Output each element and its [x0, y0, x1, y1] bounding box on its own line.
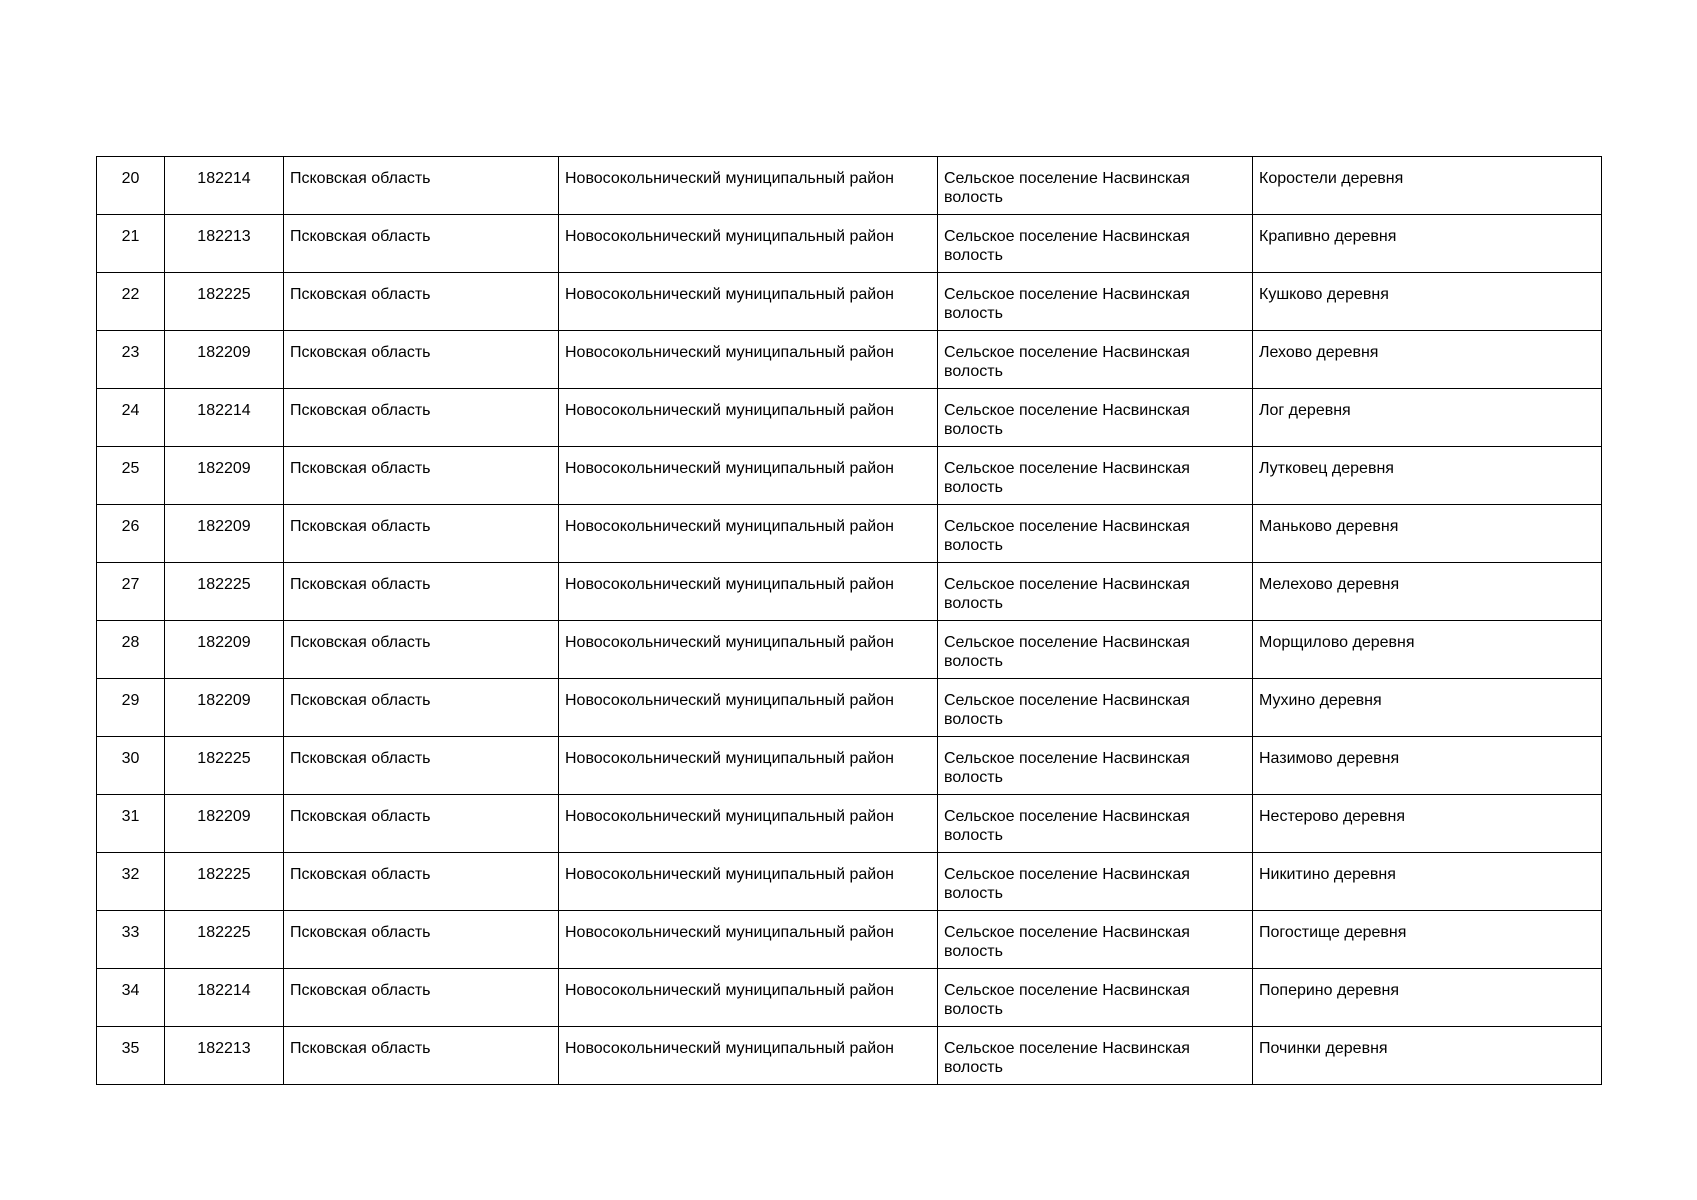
- district-cell: Новосокольнический муниципальный район: [559, 1027, 938, 1085]
- settlement-cell: Сельское поселение Насвинская волость: [938, 447, 1253, 505]
- district-cell: Новосокольнический муниципальный район: [559, 389, 938, 447]
- district-cell: Новосокольнический муниципальный район: [559, 621, 938, 679]
- table-row: [97, 795, 1602, 853]
- postal-code-cell: 182209: [165, 679, 284, 737]
- settlement-cell: Сельское поселение Насвинская волость: [938, 1027, 1253, 1085]
- locality-cell: Коростели деревня: [1253, 157, 1602, 215]
- region-cell: Псковская область: [284, 1027, 559, 1085]
- postal-code-cell: 182225: [165, 853, 284, 911]
- table-row: [97, 505, 1602, 563]
- settlement-cell: Сельское поселение Насвинская волость: [938, 853, 1253, 911]
- settlement-cell: Сельское поселение Насвинская волость: [938, 273, 1253, 331]
- row-number-cell: 30: [97, 737, 165, 795]
- region-cell: Псковская область: [284, 215, 559, 273]
- row-number-cell: 25: [97, 447, 165, 505]
- region-cell: Псковская область: [284, 389, 559, 447]
- settlement-cell: Сельское поселение Насвинская волость: [938, 157, 1253, 215]
- locality-cell: Лехово деревня: [1253, 331, 1602, 389]
- row-number-cell: 22: [97, 273, 165, 331]
- table-row: [97, 331, 1602, 389]
- locality-cell: Поперино деревня: [1253, 969, 1602, 1027]
- row-number-cell: 29: [97, 679, 165, 737]
- settlement-cell: Сельское поселение Насвинская волость: [938, 737, 1253, 795]
- district-cell: Новосокольнический муниципальный район: [559, 563, 938, 621]
- table-row: [97, 969, 1602, 1027]
- region-cell: Псковская область: [284, 273, 559, 331]
- table-row: [97, 563, 1602, 621]
- region-cell: Псковская область: [284, 737, 559, 795]
- locality-cell: Маньково деревня: [1253, 505, 1602, 563]
- district-cell: Новосокольнический муниципальный район: [559, 331, 938, 389]
- locality-cell: Назимово деревня: [1253, 737, 1602, 795]
- postal-code-cell: 182225: [165, 911, 284, 969]
- postal-code-cell: 182225: [165, 737, 284, 795]
- row-number-cell: 33: [97, 911, 165, 969]
- settlement-cell: Сельское поселение Насвинская волость: [938, 911, 1253, 969]
- region-cell: Псковская область: [284, 331, 559, 389]
- row-number-cell: 23: [97, 331, 165, 389]
- locality-cell: Лутковец деревня: [1253, 447, 1602, 505]
- district-cell: Новосокольнический муниципальный район: [559, 273, 938, 331]
- region-cell: Псковская область: [284, 853, 559, 911]
- settlements-table: [96, 156, 1602, 1085]
- region-cell: Псковская область: [284, 447, 559, 505]
- postal-code-cell: 182213: [165, 1027, 284, 1085]
- region-cell: Псковская область: [284, 795, 559, 853]
- locality-cell: Лог деревня: [1253, 389, 1602, 447]
- table-row: [97, 215, 1602, 273]
- table-row: [97, 853, 1602, 911]
- table-row: [97, 389, 1602, 447]
- district-cell: Новосокольнический муниципальный район: [559, 969, 938, 1027]
- postal-code-cell: 182209: [165, 505, 284, 563]
- postal-code-cell: 182213: [165, 215, 284, 273]
- table-row: [97, 157, 1602, 215]
- settlement-cell: Сельское поселение Насвинская волость: [938, 969, 1253, 1027]
- table-row: [97, 621, 1602, 679]
- district-cell: Новосокольнический муниципальный район: [559, 679, 938, 737]
- region-cell: Псковская область: [284, 563, 559, 621]
- region-cell: Псковская область: [284, 505, 559, 563]
- row-number-cell: 31: [97, 795, 165, 853]
- locality-cell: Кушково деревня: [1253, 273, 1602, 331]
- locality-cell: Мелехово деревня: [1253, 563, 1602, 621]
- table-row: [97, 911, 1602, 969]
- settlement-cell: Сельское поселение Насвинская волость: [938, 679, 1253, 737]
- postal-code-cell: 182209: [165, 331, 284, 389]
- postal-code-cell: 182214: [165, 389, 284, 447]
- district-cell: Новосокольнический муниципальный район: [559, 737, 938, 795]
- region-cell: Псковская область: [284, 157, 559, 215]
- district-cell: Новосокольнический муниципальный район: [559, 505, 938, 563]
- postal-code-cell: 182214: [165, 157, 284, 215]
- row-number-cell: 26: [97, 505, 165, 563]
- row-number-cell: 27: [97, 563, 165, 621]
- settlement-cell: Сельское поселение Насвинская волость: [938, 389, 1253, 447]
- settlement-cell: Сельское поселение Насвинская волость: [938, 331, 1253, 389]
- district-cell: Новосокольнический муниципальный район: [559, 853, 938, 911]
- region-cell: Псковская область: [284, 621, 559, 679]
- settlement-cell: Сельское поселение Насвинская волость: [938, 505, 1253, 563]
- row-number-cell: 24: [97, 389, 165, 447]
- region-cell: Псковская область: [284, 911, 559, 969]
- locality-cell: Починки деревня: [1253, 1027, 1602, 1085]
- locality-cell: Погостище деревня: [1253, 911, 1602, 969]
- row-number-cell: 32: [97, 853, 165, 911]
- postal-code-cell: 182209: [165, 447, 284, 505]
- locality-cell: Крапивно деревня: [1253, 215, 1602, 273]
- region-cell: Псковская область: [284, 679, 559, 737]
- table-row: [97, 273, 1602, 331]
- row-number-cell: 35: [97, 1027, 165, 1085]
- row-number-cell: 34: [97, 969, 165, 1027]
- row-number-cell: 20: [97, 157, 165, 215]
- settlement-cell: Сельское поселение Насвинская волость: [938, 795, 1253, 853]
- table-row: [97, 737, 1602, 795]
- district-cell: Новосокольнический муниципальный район: [559, 215, 938, 273]
- postal-code-cell: 182214: [165, 969, 284, 1027]
- district-cell: Новосокольнический муниципальный район: [559, 157, 938, 215]
- table-row: [97, 679, 1602, 737]
- table-row: [97, 1027, 1602, 1085]
- district-cell: Новосокольнический муниципальный район: [559, 447, 938, 505]
- settlement-cell: Сельское поселение Насвинская волость: [938, 621, 1253, 679]
- locality-cell: Никитино деревня: [1253, 853, 1602, 911]
- locality-cell: Морщилово деревня: [1253, 621, 1602, 679]
- postal-code-cell: 182209: [165, 621, 284, 679]
- row-number-cell: 28: [97, 621, 165, 679]
- postal-code-cell: 182225: [165, 273, 284, 331]
- district-cell: Новосокольнический муниципальный район: [559, 795, 938, 853]
- locality-cell: Нестерово деревня: [1253, 795, 1602, 853]
- settlement-cell: Сельское поселение Насвинская волость: [938, 563, 1253, 621]
- settlement-cell: Сельское поселение Насвинская волость: [938, 215, 1253, 273]
- postal-code-cell: 182209: [165, 795, 284, 853]
- table-row: [97, 447, 1602, 505]
- locality-cell: Мухино деревня: [1253, 679, 1602, 737]
- row-number-cell: 21: [97, 215, 165, 273]
- district-cell: Новосокольнический муниципальный район: [559, 911, 938, 969]
- postal-code-cell: 182225: [165, 563, 284, 621]
- table-body: [97, 157, 1602, 1085]
- region-cell: Псковская область: [284, 969, 559, 1027]
